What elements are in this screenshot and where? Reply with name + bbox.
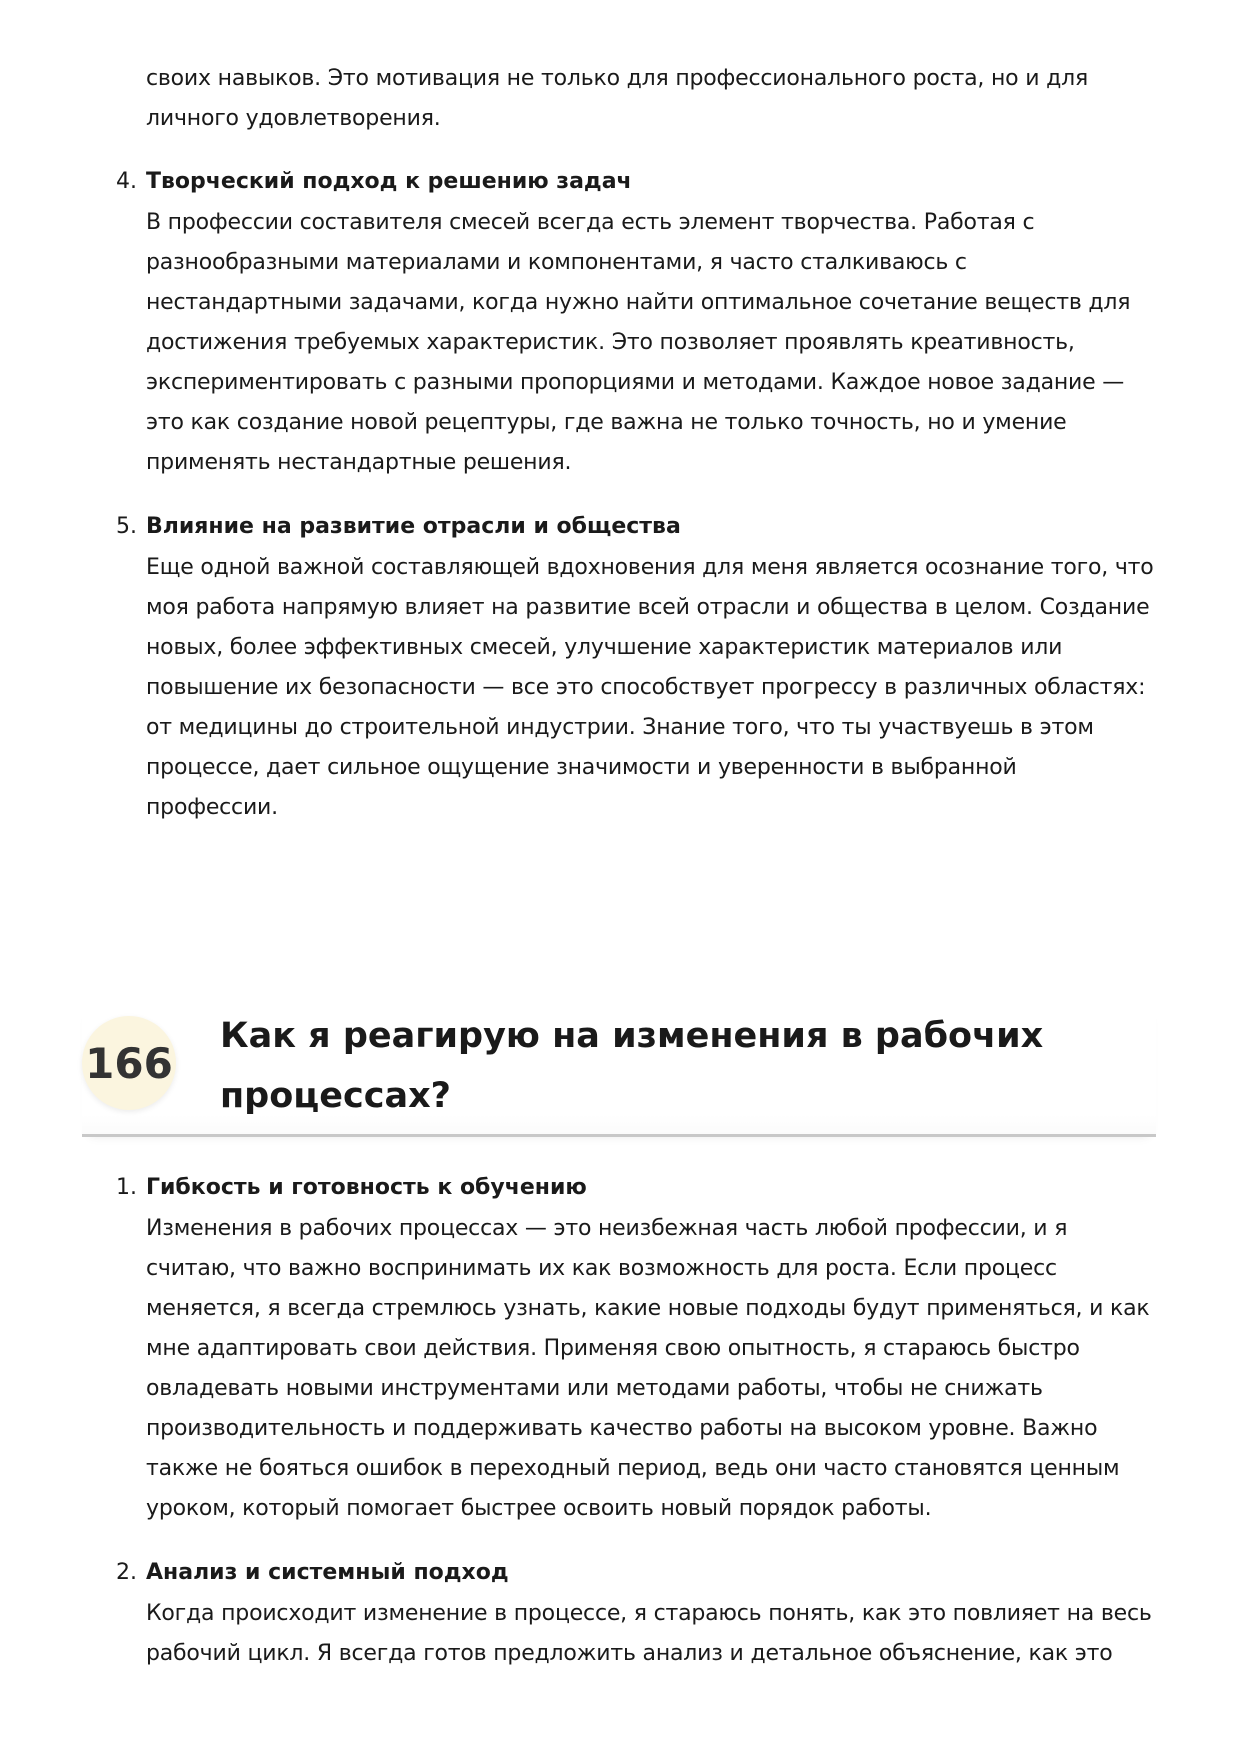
list-item-number: 4. [116,169,137,194]
paragraph-line: Еще одной важной составляющей вдохновения для меня является осознание того, что [146,555,1154,580]
paragraph-line: процессе, дает сильное ощущение значимости и уверенности в выбранной [146,755,1017,780]
list-item-title: Творческий подход к решению задач [146,169,632,194]
list-item [116,167,1156,197]
paragraph-line: производительность и поддерживать качество работы на высоком уровне. Важно [146,1416,1098,1441]
list-item-body [116,203,1156,483]
paragraph-line: экспериментировать с разными пропорциями и методами. Каждое новое задание — [146,370,1125,395]
paragraph-line: В профессии составителя смесей всегда есть элемент творчества. Работая с [146,210,1035,235]
list-item [116,1558,1156,1588]
section-title [220,1006,1120,1126]
paragraph-line: это как создание новой рецептуры, где важна не только точность, но и умение [146,410,1067,435]
list-item-heading [116,167,1156,197]
paragraph-line: уроком, который помогает быстрее освоить новый порядок работы. [146,1496,932,1521]
paragraph-line: своих навыков. Это мотивация не только для профессионального роста, но и для [146,66,1089,91]
list-item-number: 1. [116,1175,137,1200]
continuation-paragraph [116,59,1156,139]
list-item-heading [116,1558,1156,1588]
paragraph-line: также не бояться ошибок в переходный период, ведь они часто становятся ценным [146,1456,1120,1481]
paragraph-line: овладевать новыми инструментами или методами работы, чтобы не снижать [146,1376,1043,1401]
paragraph-line: считаю, что важно воспринимать их как возможность для роста. Если процесс [146,1256,1057,1281]
paragraph-line: от медицины до строительной индустрии. Знание того, что ты участвуешь в этом [146,715,1094,740]
paragraph-line: достижения требуемых характеристик. Это позволяет проявлять креативность, [146,330,1075,355]
list-item-heading [116,1173,1156,1203]
section-title-line: процессах? [220,1076,451,1116]
section-title-line: Как я реагирую на изменения в рабочих [220,1016,1044,1056]
list-item-body [116,1594,1156,1674]
paragraph-line: профессии. [146,795,278,820]
list-item [116,1173,1156,1203]
paragraph-line: применять нестандартные решения. [146,450,572,475]
list-item-title: Анализ и системный подход [146,1560,509,1585]
paragraph-line: меняется, я всегда стремлюсь узнать, какие новые подходы будут применяться, и как [146,1296,1150,1321]
paragraph-line: моя работа напрямую влияет на развитие всей отрасли и общества в целом. Создание [146,595,1150,620]
paragraph-line: мне адаптировать свои действия. Применяя свою опытность, я стараюсь быстро [146,1336,1080,1361]
paragraph-line: личного удовлетворения. [146,106,441,131]
list-item-title: Влияние на развитие отрасли и общества [146,514,681,539]
paragraph-line: новых, более эффективных смесей, улучшение характеристик материалов или [146,635,1063,660]
paragraph-line: Когда происходит изменение в процессе, я стараюсь понять, как это повлияет на весь [146,1601,1152,1626]
list-item-number: 5. [116,514,137,539]
paragraph-line: разнообразными материалами и компонентами, я часто сталкиваюсь с [146,250,967,275]
section-header [82,1004,1156,1137]
paragraph-line: рабочий цикл. Я всегда готов предложить анализ и детальное объяснение, как это [146,1641,1113,1666]
paragraph-line: нестандартными задачами, когда нужно найти оптимальное сочетание веществ для [146,290,1131,315]
list-item-title: Гибкость и готовность к обучению [146,1175,587,1200]
list-item [116,512,1156,542]
section-number-badge: 166 [82,1016,176,1110]
list-item-heading [116,512,1156,542]
list-item-body [116,548,1156,828]
list-item-body [116,1209,1156,1529]
paragraph-line: Изменения в рабочих процессах — это неизбежная часть любой профессии, и я [146,1216,1068,1241]
paragraph-line: повышение их безопасности — все это способствует прогрессу в различных областях: [146,675,1146,700]
list-item-number: 2. [116,1560,137,1585]
